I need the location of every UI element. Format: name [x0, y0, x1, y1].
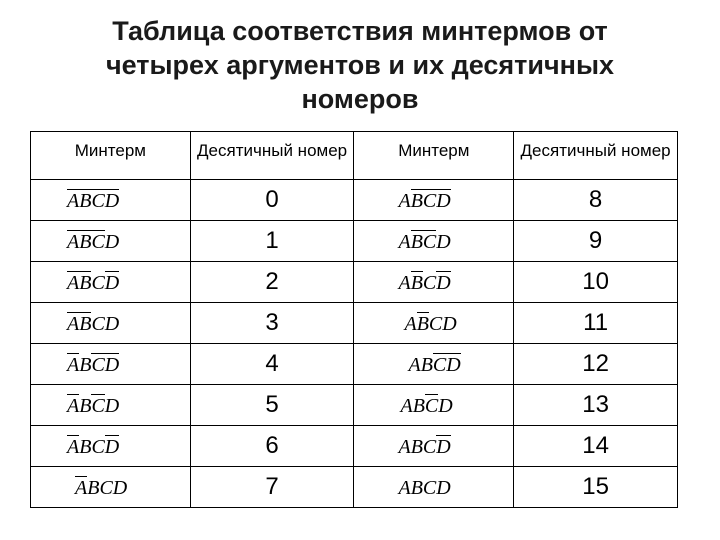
minterm-letter: A — [404, 313, 417, 335]
minterm-letter: C — [432, 354, 447, 376]
minterm-letter: B — [79, 354, 92, 376]
minterm-letter: D — [104, 231, 120, 253]
minterm-letter: C — [91, 313, 105, 335]
minterm-cell-right — [354, 426, 514, 467]
minterm-letter: C — [422, 436, 437, 458]
minterm-letter: D — [104, 354, 120, 376]
table-body — [31, 180, 678, 508]
table-row — [31, 344, 678, 385]
decimal-number-right: 12 — [514, 344, 678, 385]
header-minterm-left: Минтерм — [31, 132, 191, 180]
minterm-cell-left — [31, 344, 191, 385]
table-row — [31, 180, 678, 221]
minterm-letter: D — [446, 354, 461, 376]
minterm-letter: A — [400, 395, 413, 417]
minterm-cell-left — [31, 180, 191, 221]
table-row — [31, 385, 678, 426]
minterm-letter: A — [67, 395, 80, 417]
header-row — [31, 132, 678, 180]
minterm-letter: C — [424, 395, 439, 417]
minterm-letter: D — [112, 477, 128, 499]
title-line-1: Таблица соответствия минтермов от — [112, 16, 608, 46]
minterm-letter: B — [87, 477, 100, 499]
minterm-letter: D — [104, 313, 120, 335]
minterm-letter: D — [436, 190, 451, 212]
table-row — [31, 262, 678, 303]
decimal-number-left: 7 — [190, 467, 354, 508]
minterm-cell-left — [31, 426, 191, 467]
minterm-letter: A — [398, 477, 411, 499]
decimal-number-left: 6 — [190, 426, 354, 467]
minterm-letter: B — [412, 395, 425, 417]
minterm-letter: A — [67, 436, 80, 458]
decimal-number-left: 0 — [190, 180, 354, 221]
minterm-letter: D — [104, 436, 120, 458]
table-row — [31, 303, 678, 344]
minterm-letter: C — [422, 231, 437, 253]
decimal-number-right: 11 — [514, 303, 678, 344]
minterm-cell-right — [354, 344, 514, 385]
header-decimal-left: Десятичный номер — [190, 132, 354, 180]
minterm-cell-left — [31, 262, 191, 303]
table-row — [31, 467, 678, 508]
minterm-letter: A — [67, 190, 80, 212]
minterm-letter: D — [436, 231, 451, 253]
minterm-letter: B — [410, 190, 423, 212]
decimal-number-right: 9 — [514, 221, 678, 262]
minterm-cell-left — [31, 303, 191, 344]
minterm-cell-right — [354, 221, 514, 262]
minterm-letter: A — [67, 272, 80, 294]
minterm-letter: A — [67, 231, 80, 253]
minterm-cell-right — [354, 385, 514, 426]
minterm-letter: C — [422, 477, 437, 499]
minterm-letter: A — [398, 231, 411, 253]
minterm-letter: B — [410, 272, 423, 294]
minterm-letter: A — [67, 354, 80, 376]
table-row — [31, 221, 678, 262]
decimal-number-left: 3 — [190, 303, 354, 344]
minterm-letter: C — [99, 477, 113, 499]
decimal-number-left: 4 — [190, 344, 354, 385]
minterm-cell-right — [354, 303, 514, 344]
minterm-letter: B — [410, 231, 423, 253]
title-line-3: номеров — [301, 84, 419, 114]
minterm-letter: B — [410, 436, 423, 458]
decimal-number-left: 1 — [190, 221, 354, 262]
minterm-letter: D — [436, 436, 451, 458]
minterm-letter: D — [104, 190, 120, 212]
minterm-cell-right — [354, 262, 514, 303]
decimal-number-left: 2 — [190, 262, 354, 303]
header-decimal-right: Десятичный номер — [514, 132, 678, 180]
minterm-letter: C — [91, 190, 105, 212]
minterm-cell-right — [354, 467, 514, 508]
minterm-letter: C — [91, 231, 105, 253]
minterm-letter: B — [79, 395, 92, 417]
minterm-letter: C — [91, 395, 105, 417]
minterm-letter: B — [79, 313, 92, 335]
minterm-letter: A — [398, 190, 411, 212]
slide-title — [60, 14, 660, 116]
minterm-letter: D — [104, 395, 120, 417]
decimal-number-right: 10 — [514, 262, 678, 303]
minterm-letter: C — [422, 190, 437, 212]
minterm-cell-right — [354, 180, 514, 221]
minterm-letter: C — [91, 354, 105, 376]
minterm-letter: A — [75, 477, 88, 499]
minterm-letter: A — [398, 272, 411, 294]
minterm-letter: B — [410, 477, 423, 499]
minterm-letter: B — [79, 190, 92, 212]
minterm-letter: B — [79, 231, 92, 253]
minterm-letter: A — [398, 436, 411, 458]
decimal-number-left: 5 — [190, 385, 354, 426]
minterm-letter: A — [67, 313, 80, 335]
minterm-letter: C — [91, 436, 105, 458]
minterm-letter: B — [79, 272, 92, 294]
minterm-table — [30, 131, 678, 508]
minterm-letter: B — [420, 354, 433, 376]
title-line-2: четырех аргументов и их десятичных — [105, 50, 615, 80]
minterm-cell-left — [31, 467, 191, 508]
minterm-letter: D — [104, 272, 120, 294]
minterm-cell-left — [31, 385, 191, 426]
decimal-number-right: 8 — [514, 180, 678, 221]
header-minterm-right: Минтерм — [354, 132, 514, 180]
decimal-number-right: 13 — [514, 385, 678, 426]
minterm-letter: D — [436, 477, 451, 499]
decimal-number-right: 14 — [514, 426, 678, 467]
minterm-letter: D — [442, 313, 457, 335]
minterm-letter: B — [416, 313, 429, 335]
minterm-letter: D — [438, 395, 453, 417]
minterm-letter: C — [91, 272, 105, 294]
minterm-letter: B — [79, 436, 92, 458]
minterm-letter: D — [436, 272, 451, 294]
minterm-cell-left — [31, 221, 191, 262]
table-row — [31, 426, 678, 467]
minterm-letter: A — [408, 354, 421, 376]
minterm-letter: C — [422, 272, 437, 294]
minterm-letter: C — [428, 313, 443, 335]
decimal-number-right: 15 — [514, 467, 678, 508]
